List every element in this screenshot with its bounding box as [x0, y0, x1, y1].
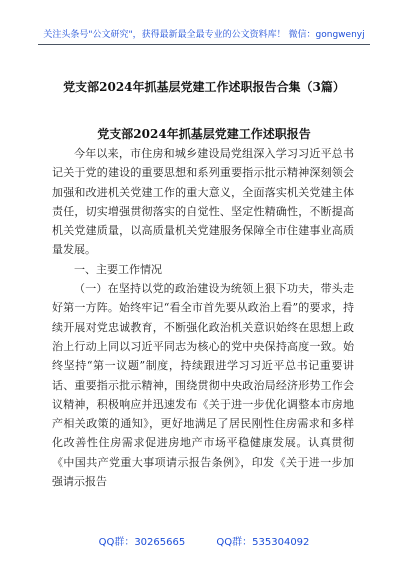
- body-paragraph: （一）在坚持以党的政治建设为统领上狠下功夫，带头走好第一方阵。始终牢记“看全市首先要从政治上看”的要求，持续开展对党忠诚教育，不断强化政治机关意识始终在思想上政治上行动上同以习近平同志为核心的党中央保持高度一致。始终坚持“第一议题”制度，持续跟进学习习近平总书记重要讲话、重要指示批示精神，围绕贯彻中央政治局经济形势工作会议精神，积极响应并迅速发布《关于进一步优化调整本市房地产相关政策的通知》，更好地满足了居民刚性住房需求和多样化改善性住房需求促进房地产市场平稳健康发展。认真贯彻《中国共产党重大事项请示报告条例》，印发《关于进一步加强请示报告: [52, 282, 354, 489]
- header-divider: [38, 44, 370, 45]
- section-heading: 一、主要工作情况: [74, 262, 162, 276]
- document-title: 党支部2024年抓基层党建工作述职报告: [97, 127, 311, 141]
- collection-title: 党支部2024年抓基层党建工作述职报告合集（3篇）: [63, 80, 345, 94]
- body-paragraph: 今年以来，市住房和城乡建设局党组深入学习习近平总书记关于党的建设的重要思想和系列重要指示批示精神深刻领会加强和改进机关党建工作的重大意义，全面落实机关党建主体责任，切实增强贯彻落实的自觉性、坚定性精确性，不断提高机关党建质量，以高质量机关党建服务保障全市住建事业高质量发展。: [52, 147, 354, 257]
- qq-group-2: QQ群：535304092: [216, 537, 310, 548]
- footer-contacts: [0, 533, 408, 548]
- document-body: [52, 144, 354, 491]
- header-note: 关注头条号"公文研究"，获得最新最全最专业的公文资料库！ 微信：gongwenyj: [43, 30, 365, 40]
- qq-group-1: QQ群：30265665: [98, 537, 186, 548]
